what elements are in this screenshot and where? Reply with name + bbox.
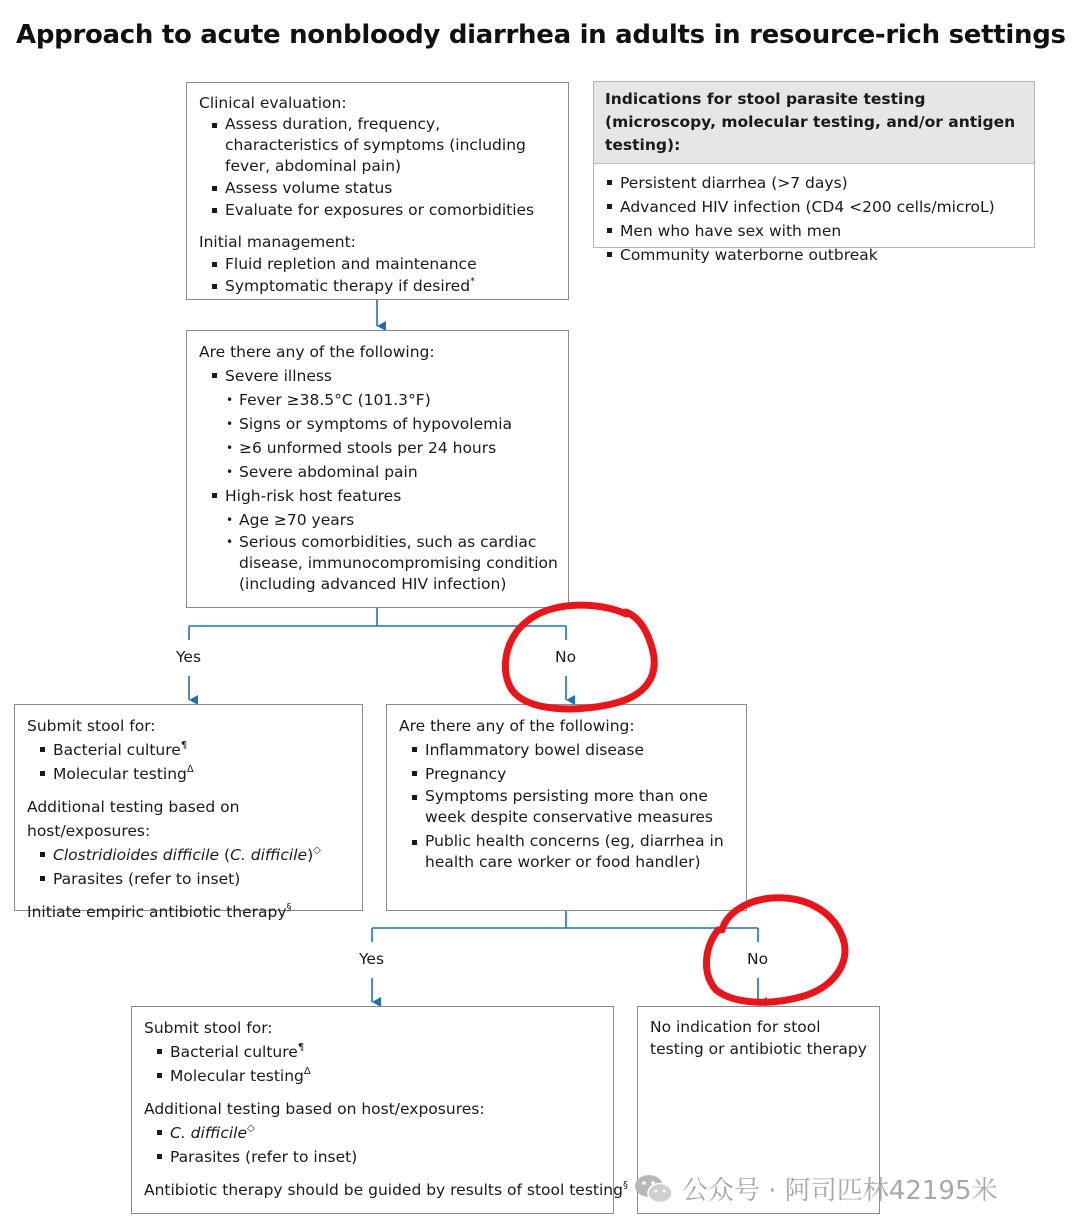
clinical-evaluation-heading: Clinical evaluation: (199, 94, 347, 112)
sub-list-item: • Age ≥70 years (225, 508, 558, 532)
footnote-mark: ◇ (313, 844, 321, 856)
severe-illness-label: Severe illness (225, 367, 333, 385)
submit-stool-heading: Submit stool for: (27, 717, 156, 735)
list-item: Assess volume status (199, 177, 558, 199)
list-item-text: Bacterial culture (170, 1043, 298, 1061)
footnote-mark: ¶ (297, 1041, 305, 1053)
submit-stool-empiric-box (14, 704, 363, 921)
submit-stool-heading: Submit stool for: (144, 1019, 273, 1037)
high-risk-label: High-risk host features (225, 487, 402, 505)
risk-factor-question-box (386, 704, 747, 911)
footnote-mark: Δ (303, 1065, 311, 1077)
wechat-icon (634, 1172, 674, 1206)
footnote-mark: * (470, 275, 476, 287)
list-item: Parasites (refer to inset) (27, 867, 352, 891)
list-item: Advanced HIV infection (CD4 <200 cells/microL) (594, 195, 1024, 219)
footnote-mark: § (622, 1179, 628, 1191)
no-label-2: No (747, 950, 769, 968)
cdiff-name: Clostridioides difficile (53, 846, 220, 864)
watermark-text: 公众号 · 阿司匹林42195米 (682, 1176, 998, 1206)
list-item (144, 1040, 603, 1064)
sub-list-item: • Fever ≥38.5°C (101.3°F) (225, 388, 558, 412)
no-indication-text: No indication for stool testing or antibiotic therapy (650, 1018, 867, 1058)
list-item-text: Molecular testing (170, 1067, 304, 1085)
cdiff-close: ) (307, 846, 314, 864)
severity-question-box (186, 330, 569, 608)
list-item (199, 275, 558, 297)
list-item-text: Bacterial culture (53, 741, 181, 759)
submit-stool-guided-box (131, 1006, 628, 1214)
list-item: Public health concerns (eg, diarrhea in health care worker or food handler) (399, 831, 736, 873)
severity-question-heading: Are there any of the following: (199, 343, 435, 361)
cdiff-open: ( (219, 846, 231, 864)
no-label-1: No (555, 648, 577, 666)
list-item: Persistent diarrhea (>7 days) (594, 171, 1024, 195)
list-item: Community waterborne outbreak (594, 243, 1024, 267)
list-item-text: Molecular testing (53, 765, 187, 783)
footnote-mark: ¶ (180, 739, 188, 751)
additional-testing-heading: Additional testing based on host/exposures: (144, 1100, 485, 1118)
sub-list-item: • Signs or symptoms of hypovolemia (225, 412, 558, 436)
cdiff-abbr: C. difficile (170, 1124, 247, 1142)
list-item: Pregnancy (399, 762, 736, 786)
guided-therapy-label: Antibiotic therapy should be guided by results of stool testing (144, 1181, 623, 1199)
sub-list-item: • Serious comorbidities, such as cardiac disease, immunocompromising condition (including advanced HIV infection) (225, 532, 558, 595)
list-item (27, 738, 352, 762)
list-item (144, 1064, 603, 1088)
list-item (199, 364, 558, 388)
initial-management-heading: Initial management: (199, 233, 356, 251)
list-item: Evaluate for exposures or comorbidities (199, 199, 558, 221)
guided-therapy-text (144, 1178, 628, 1202)
clinical-evaluation-box (186, 82, 569, 300)
inset-heading: Indications for stool parasite testing (microscopy, molecular testing, and/or antigen testing): (594, 82, 1034, 164)
list-item: Men who have sex with men (594, 219, 1024, 243)
watermark (634, 1170, 998, 1207)
list-item: Inflammatory bowel disease (399, 738, 736, 762)
list-item: Parasites (refer to inset) (144, 1145, 603, 1169)
list-item: Symptoms persisting more than one week despite conservative measures (399, 786, 736, 828)
page-title: Approach to acute nonbloody diarrhea in adults in resource-rich settings (16, 20, 1066, 50)
list-item (27, 843, 352, 867)
additional-testing-heading: Additional testing based on host/exposures: (27, 798, 240, 840)
sub-list-item: • Severe abdominal pain (225, 460, 558, 484)
parasite-testing-inset (593, 81, 1035, 264)
footnote-mark: § (286, 901, 292, 913)
empiric-therapy-label: Initiate empiric antibiotic therapy (27, 903, 287, 921)
list-item-text: Symptomatic therapy if desired (225, 277, 471, 295)
cdiff-abbr: C. difficile (230, 846, 308, 864)
yes-label-1: Yes (176, 648, 202, 666)
list-item: Assess duration, frequency, characteristics of symptoms (including fever, abdominal pain) (199, 114, 558, 177)
empiric-therapy-text (27, 900, 352, 924)
list-item (199, 484, 558, 508)
footnote-mark: ◇ (247, 1122, 255, 1134)
sub-list-item: • ≥6 unformed stools per 24 hours (225, 436, 558, 460)
yes-label-2: Yes (359, 950, 385, 968)
list-item (27, 762, 352, 786)
footnote-mark: Δ (186, 763, 194, 775)
list-item (144, 1121, 603, 1145)
risk-factor-question-heading: Are there any of the following: (399, 717, 635, 735)
list-item: Fluid repletion and maintenance (199, 253, 558, 275)
